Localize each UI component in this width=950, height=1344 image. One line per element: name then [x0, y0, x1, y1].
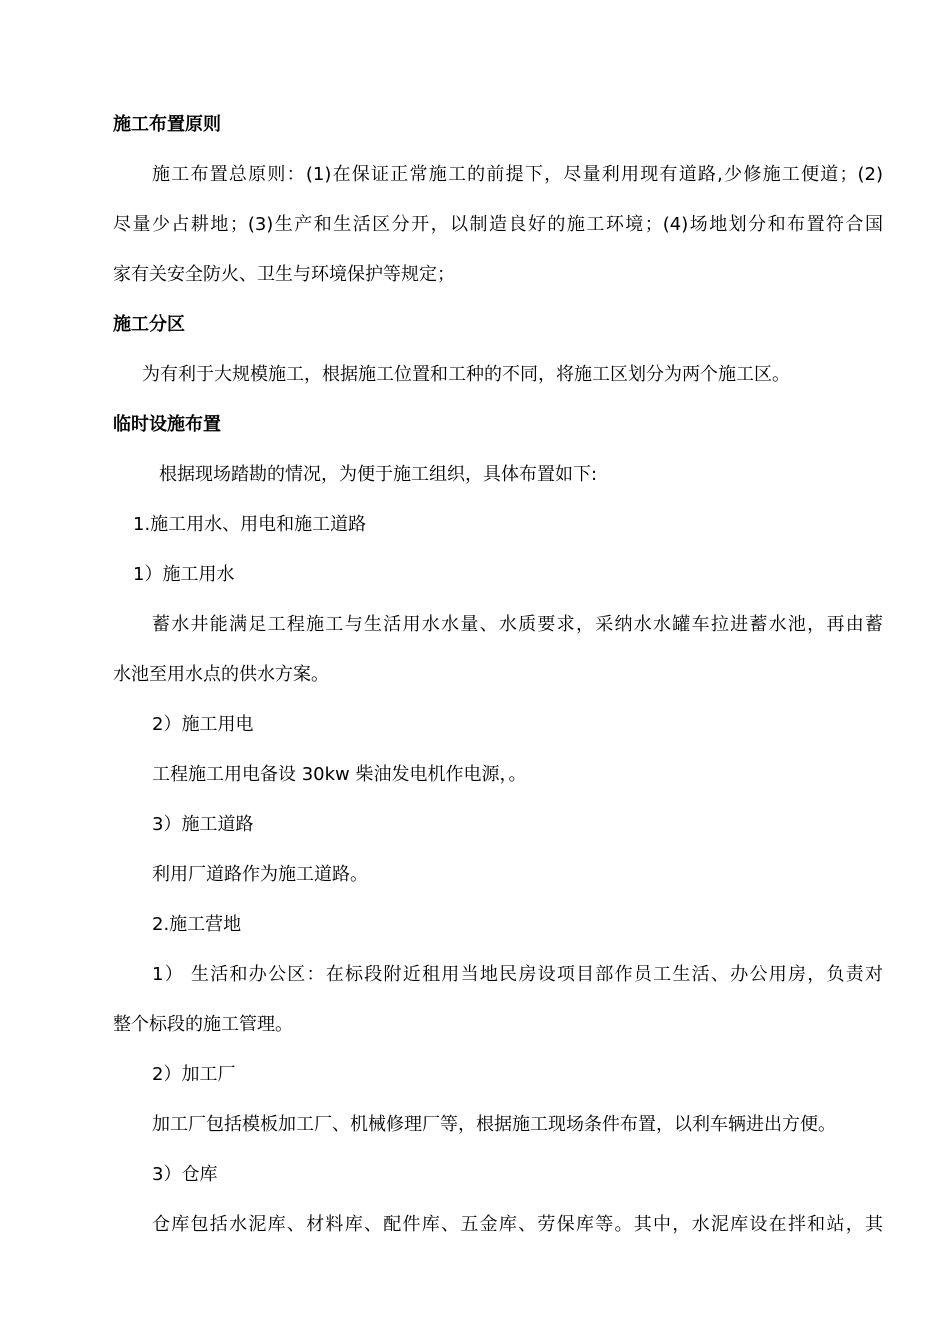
- processing-plant-title: 2）加工厂: [152, 1064, 236, 1085]
- layout-principles-line-2: 尽量少占耕地；(3)生产和生活区分开，以制造良好的施工环境；(4)场地划分和布置符合国: [113, 214, 883, 235]
- warehouse-line-1: 仓库包括水泥库、材料库、配件库、五金库、劳保库等。其中，水泥库设在拌和站，其: [152, 1214, 883, 1235]
- living-office-line-1: 1） 生活和办公区：在标段附近租用当地民房设项目部作员工生活、办公用房，负责对: [152, 964, 883, 985]
- layout-principles-line-3: 家有关安全防火、卫生与环境保护等规定；: [113, 264, 455, 285]
- heading-layout-principles: 施工布置原则: [113, 114, 221, 135]
- construction-zones-paragraph: 为有利于大规模施工，根据施工位置和工种的不同，将施工区划分为两个施工区。: [142, 364, 790, 385]
- temporary-facilities-intro: 根据现场踏勘的情况，为便于施工组织，具体布置如下:: [159, 464, 598, 485]
- living-office-line-2: 整个标段的施工管理。: [113, 1014, 293, 1035]
- section-1-1-title: 1）施工用水: [133, 564, 235, 585]
- section-2-title: 2.施工营地: [152, 914, 242, 935]
- section-1-2-title: 2）施工用电: [152, 714, 254, 735]
- section-1-3-title: 3）施工道路: [152, 814, 254, 835]
- water-supply-line-1: 蓄水井能满足工程施工与生活用水水量、水质要求，采纳水水罐车拉进蓄水池，再由蓄: [152, 614, 883, 635]
- layout-principles-line-1: 施工布置总原则：(1)在保证正常施工的前提下，尽量利用现有道路,少修施工便道；(2): [152, 164, 883, 185]
- water-supply-line-2: 水池至用水点的供水方案。: [113, 664, 329, 685]
- section-1-title: 1.施工用水、用电和施工道路: [133, 514, 367, 535]
- warehouse-title: 3）仓库: [152, 1164, 218, 1185]
- road-text: 利用厂道路作为施工道路。: [152, 864, 368, 885]
- heading-temporary-facilities: 临时设施布置: [113, 414, 221, 435]
- heading-construction-zones: 施工分区: [113, 314, 185, 335]
- processing-plant-text: 加工厂包括模板加工厂、机械修理厂等，根据施工现场条件布置，以利车辆进出方便。: [152, 1114, 836, 1135]
- power-supply-text: 工程施工用电备设 30kw 柴油发电机作电源，。: [152, 764, 527, 785]
